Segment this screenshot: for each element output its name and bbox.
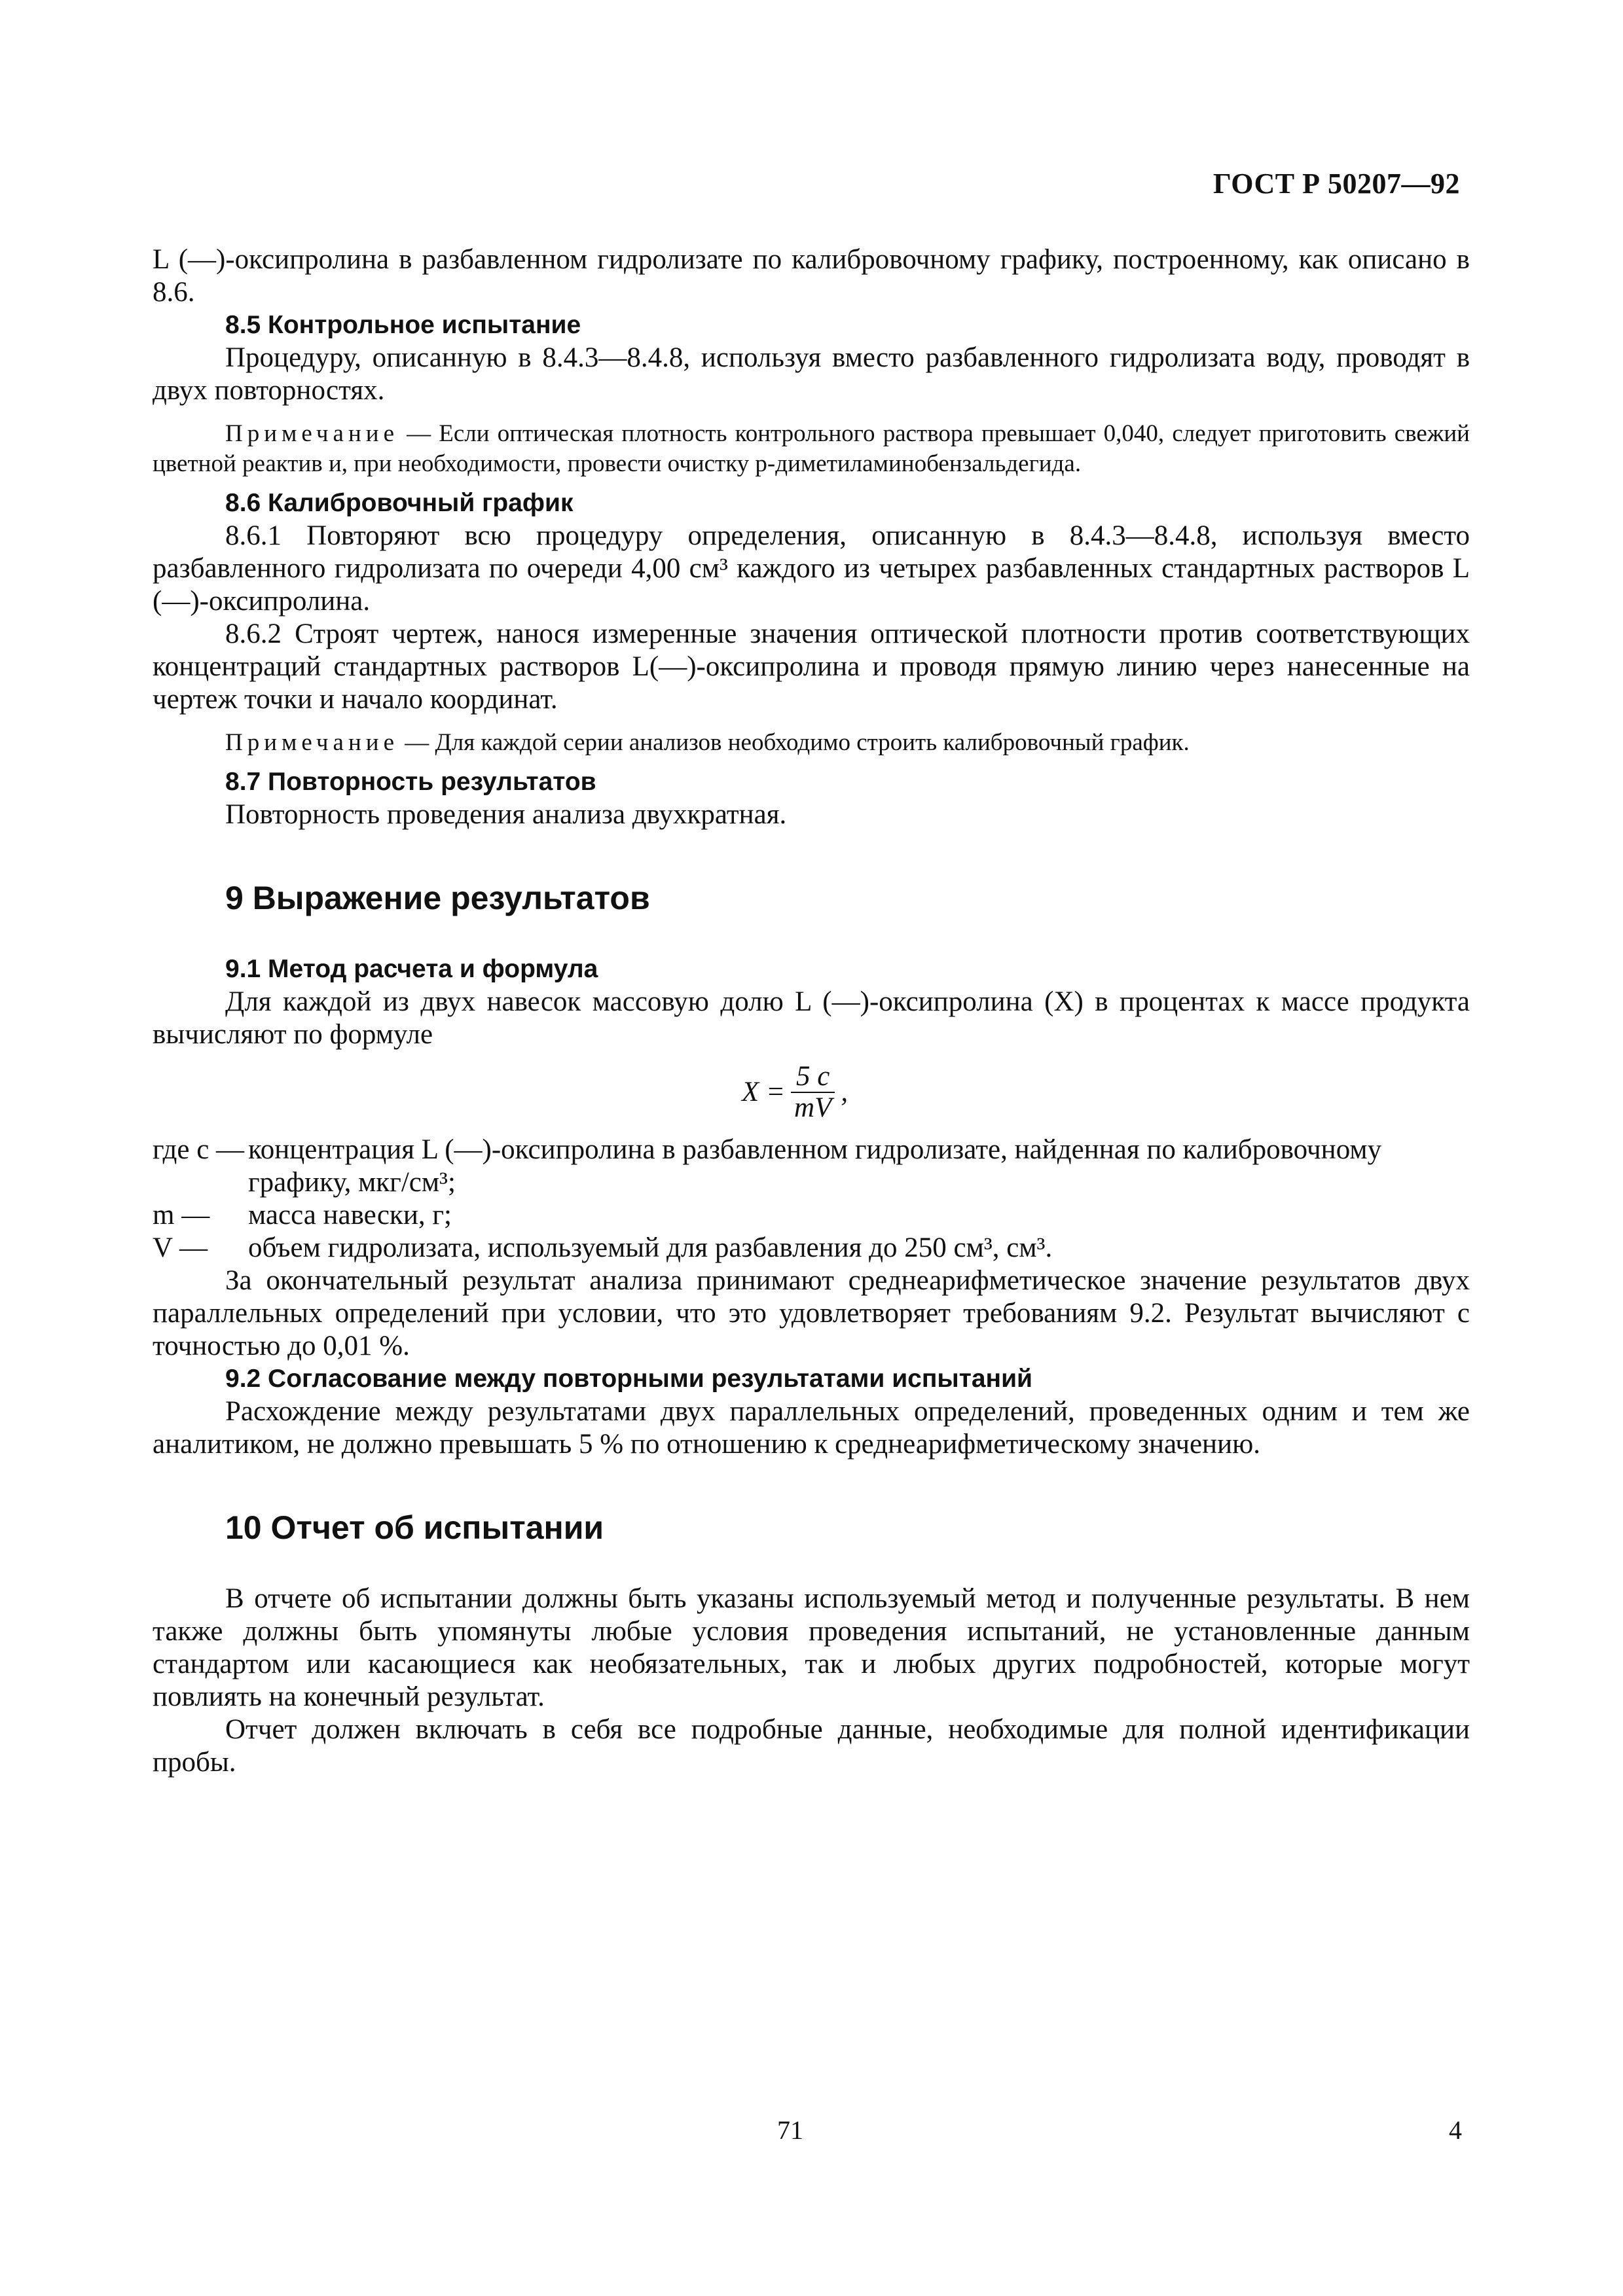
standard-header: ГОСТ Р 50207—92: [1213, 168, 1460, 200]
legend-definition: концентрация L (—)-оксипролина в разбавленном гидролизате, найденная по калибровочному графику, мкг/см³;: [248, 1134, 1382, 1198]
legend-symbol: V —: [153, 1232, 208, 1263]
section-8-6-1-text: 8.6.1 Повторяют всю процедуру определения, описанную в 8.4.3—8.4.8, используя вместо разбавленного гидролизата по очереди 4,00 см³ каждого из четырех разбавленных стандартных растворов L (—)-оксипролина.: [153, 520, 1470, 617]
sheet-number: 4: [1449, 2115, 1462, 2145]
section-9-1-final-text: За окончательный результат анализа принимают среднеарифметическое значение результатов двух параллельных определений при условии, что это удовлетворяет требованиям 9.2. Результат вычисляют с точностью до 0,01 %.: [153, 1265, 1470, 1361]
legend-symbol: где c —: [153, 1134, 245, 1165]
section-9-1-text: Для каждой из двух навесок массовую долю L (—)-оксипролина (X) в процентах к массе продукта вычисляют по формуле: [153, 986, 1470, 1050]
note-text: — Для каждой серии анализов необходимо строить калибровочный график.: [399, 729, 1190, 756]
note-text: — Если оптическая плотность контрольного раствора превышает 0,040, следует приготовить свежий цветной реактив и, при необходимости, провести очистку p-диметиламинобензальдегида.: [153, 420, 1470, 477]
section-8-6-title: 8.6 Калибровочный график: [225, 489, 574, 517]
section-9-2-text: Расхождение между результатами двух параллельных определений, проведенных одним и тем же аналитиком, не должно превышать 5 % по отношению к среднеарифметическому значению.: [153, 1396, 1470, 1460]
formula-legend: [153, 1134, 1470, 1265]
formula-lhs: X =: [742, 1077, 786, 1107]
section-10-paragraph-2: Отчет должен включать в себя все подробные данные, необходимые для полной идентификации пробы.: [153, 1714, 1470, 1778]
formula-numerator: 5 c: [791, 1062, 835, 1093]
formula-expression: [742, 1062, 848, 1123]
page-number: 71: [777, 2115, 803, 2145]
formula-denominator: mV: [794, 1092, 832, 1123]
formula: [153, 1058, 1470, 1126]
section-8-6-2-text: 8.6.2 Строят чертеж, нанося измеренные значения оптической плотности против соответствующих концентраций стандартных растворов L(—)-оксипролина и проводя прямую линию через нанесенные на чертеж точки и начало координат.: [153, 619, 1470, 715]
section-8-6-note: [153, 728, 1470, 758]
section-9-2-title: 9.2 Согласование между повторными результатами испытаний: [225, 1365, 1033, 1393]
section-8-5-note: [153, 419, 1470, 479]
section-10-paragraph-1: В отчете об испытании должны быть указаны используемый метод и полученные результаты. В нем также должны быть упомянуты любые условия проведения испытаний, не установленные данным стандартом или касающиеся как необязательных, так и любых других подробностей, которые могут повлиять на конечный результат.: [153, 1583, 1470, 1712]
formula-tail: ,: [841, 1077, 848, 1107]
intro-paragraph: L (—)-оксипролина в разбавленном гидролизате по калибровочному графику, построенному, как описано в 8.6.: [153, 244, 1470, 308]
section-8-7-text: Повторность проведения анализа двухкратная.: [225, 799, 787, 830]
legend-symbol: m —: [153, 1200, 210, 1230]
formula-fraction: [789, 1062, 837, 1123]
section-8-5-text: Процедуру, описанную в 8.4.3—8.4.8, используя вместо разбавленного гидролизата воду, проводят в двух повторностях.: [153, 342, 1470, 406]
section-10-title: 10 Отчет об испытании: [225, 1509, 604, 1546]
section-8-5-title: 8.5 Контрольное испытание: [225, 311, 581, 339]
legend-definition: масса навески, г;: [248, 1200, 452, 1230]
document-body: [153, 243, 1470, 1779]
legend-definition: объем гидролизата, используемый для разбавления до 250 см³, см³.: [248, 1232, 1053, 1263]
note-label: Примечание: [225, 729, 399, 756]
note-label: Примечание: [225, 420, 399, 447]
section-9-title: 9 Выражение результатов: [225, 880, 650, 916]
section-9-1-title: 9.1 Метод расчета и формула: [225, 955, 598, 983]
section-8-7-title: 8.7 Повторность результатов: [225, 768, 596, 796]
